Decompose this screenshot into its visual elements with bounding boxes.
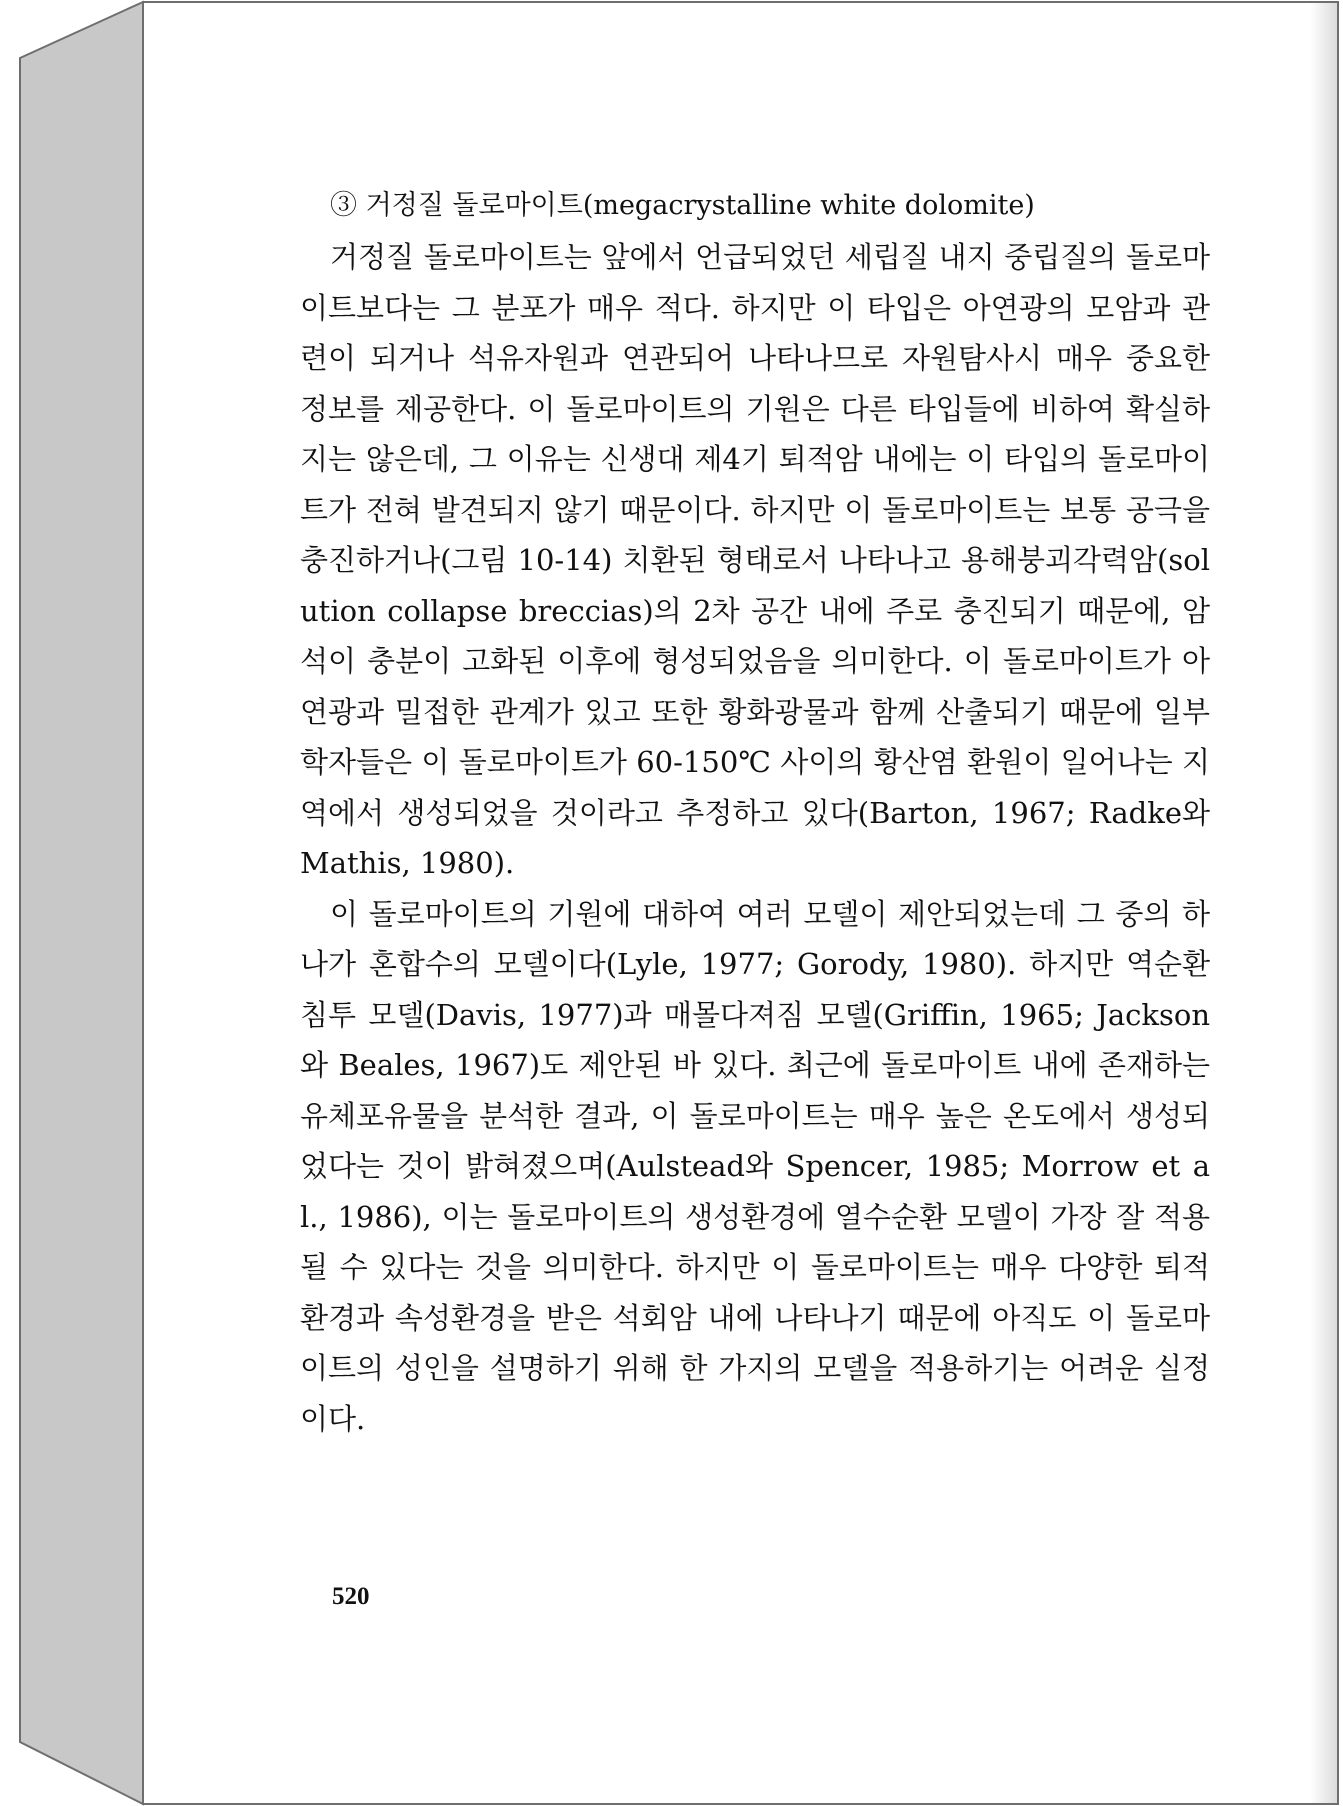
paragraph-1: 거정질 돌로마이트는 앞에서 언급되었던 세립질 내지 중립질의 돌로마이트보다는 그 분포가 매우 적다. 하지만 이 타입은 아연광의 모암과 관련이 되거나 석유자원과 연관되어 나타나므로 자원탐사시 매우 중요한 정보를 제공한다. 이 돌로마이트의 기원은 다른 타입들에 비하여 확실하지는 않은데, 그 이유는 신생대 제4기 퇴적암 내에는 이 타입의 돌로마이트가 전혀 발견되지 않기 때문이다. 하지만 이 돌로마이트는 보통 공극을 충진하거나(그림 10-14) 치환된 형태로서 나타나고 용해붕괴각력암(solution collapse breccias)의 2차 공간 내에 주로 충진되기 때문에, 암석이 충분이 고화된 이후에 형성되었음을 의미한다. 이 돌로마이트가 아연광과 밀접한 관계가 있고 또한 황화광물과 함께 산출되기 때문에 일부 학자들은 이 돌로마이트가 60-150℃ 사이의 황산염 환원이 일어나는 지역에서 생성되었을 것이라고 추정하고 있다(Barton, 1967; Radke와 Mathis, 1980). (300, 240, 1210, 880)
page-edge-shade (1310, 3, 1337, 1803)
page-body (300, 180, 1210, 1444)
section-heading: ③ 거정질 돌로마이트(megacrystalline white dolomite) (330, 190, 1035, 221)
paragraph-2: 이 돌로마이트의 기원에 대하여 여러 모델이 제안되었는데 그 중의 하나가 혼합수의 모델이다(Lyle, 1977; Gorody, 1980). 하지만 역순환침투 모델(Davis, 1977)과 매몰다져짐 모델(Griffin, 1965; Jackson와 Beales, 1967)도 제안된 바 있다. 최근에 돌로마이트 내에 존재하는 유체포유물을 분석한 결과, 이 돌로마이트는 매우 높은 온도에서 생성되었다는 것이 밝혀졌으며(Aulstead와 Spencer, 1985; Morrow et al., 1986), 이는 돌로마이트의 생성환경에 열수순환 모델이 가장 잘 적용될 수 있다는 것을 의미한다. 하지만 이 돌로마이트는 매우 다양한 퇴적환경과 속성환경을 받은 석회암 내에 나타나기 때문에 아직도 이 돌로마이트의 성인을 설명하기 위해 한 가지의 모델을 적용하기는 어려운 실정이다. (300, 896, 1210, 1436)
book-spine (20, 2, 143, 1804)
page-number: 520 (332, 1583, 370, 1610)
